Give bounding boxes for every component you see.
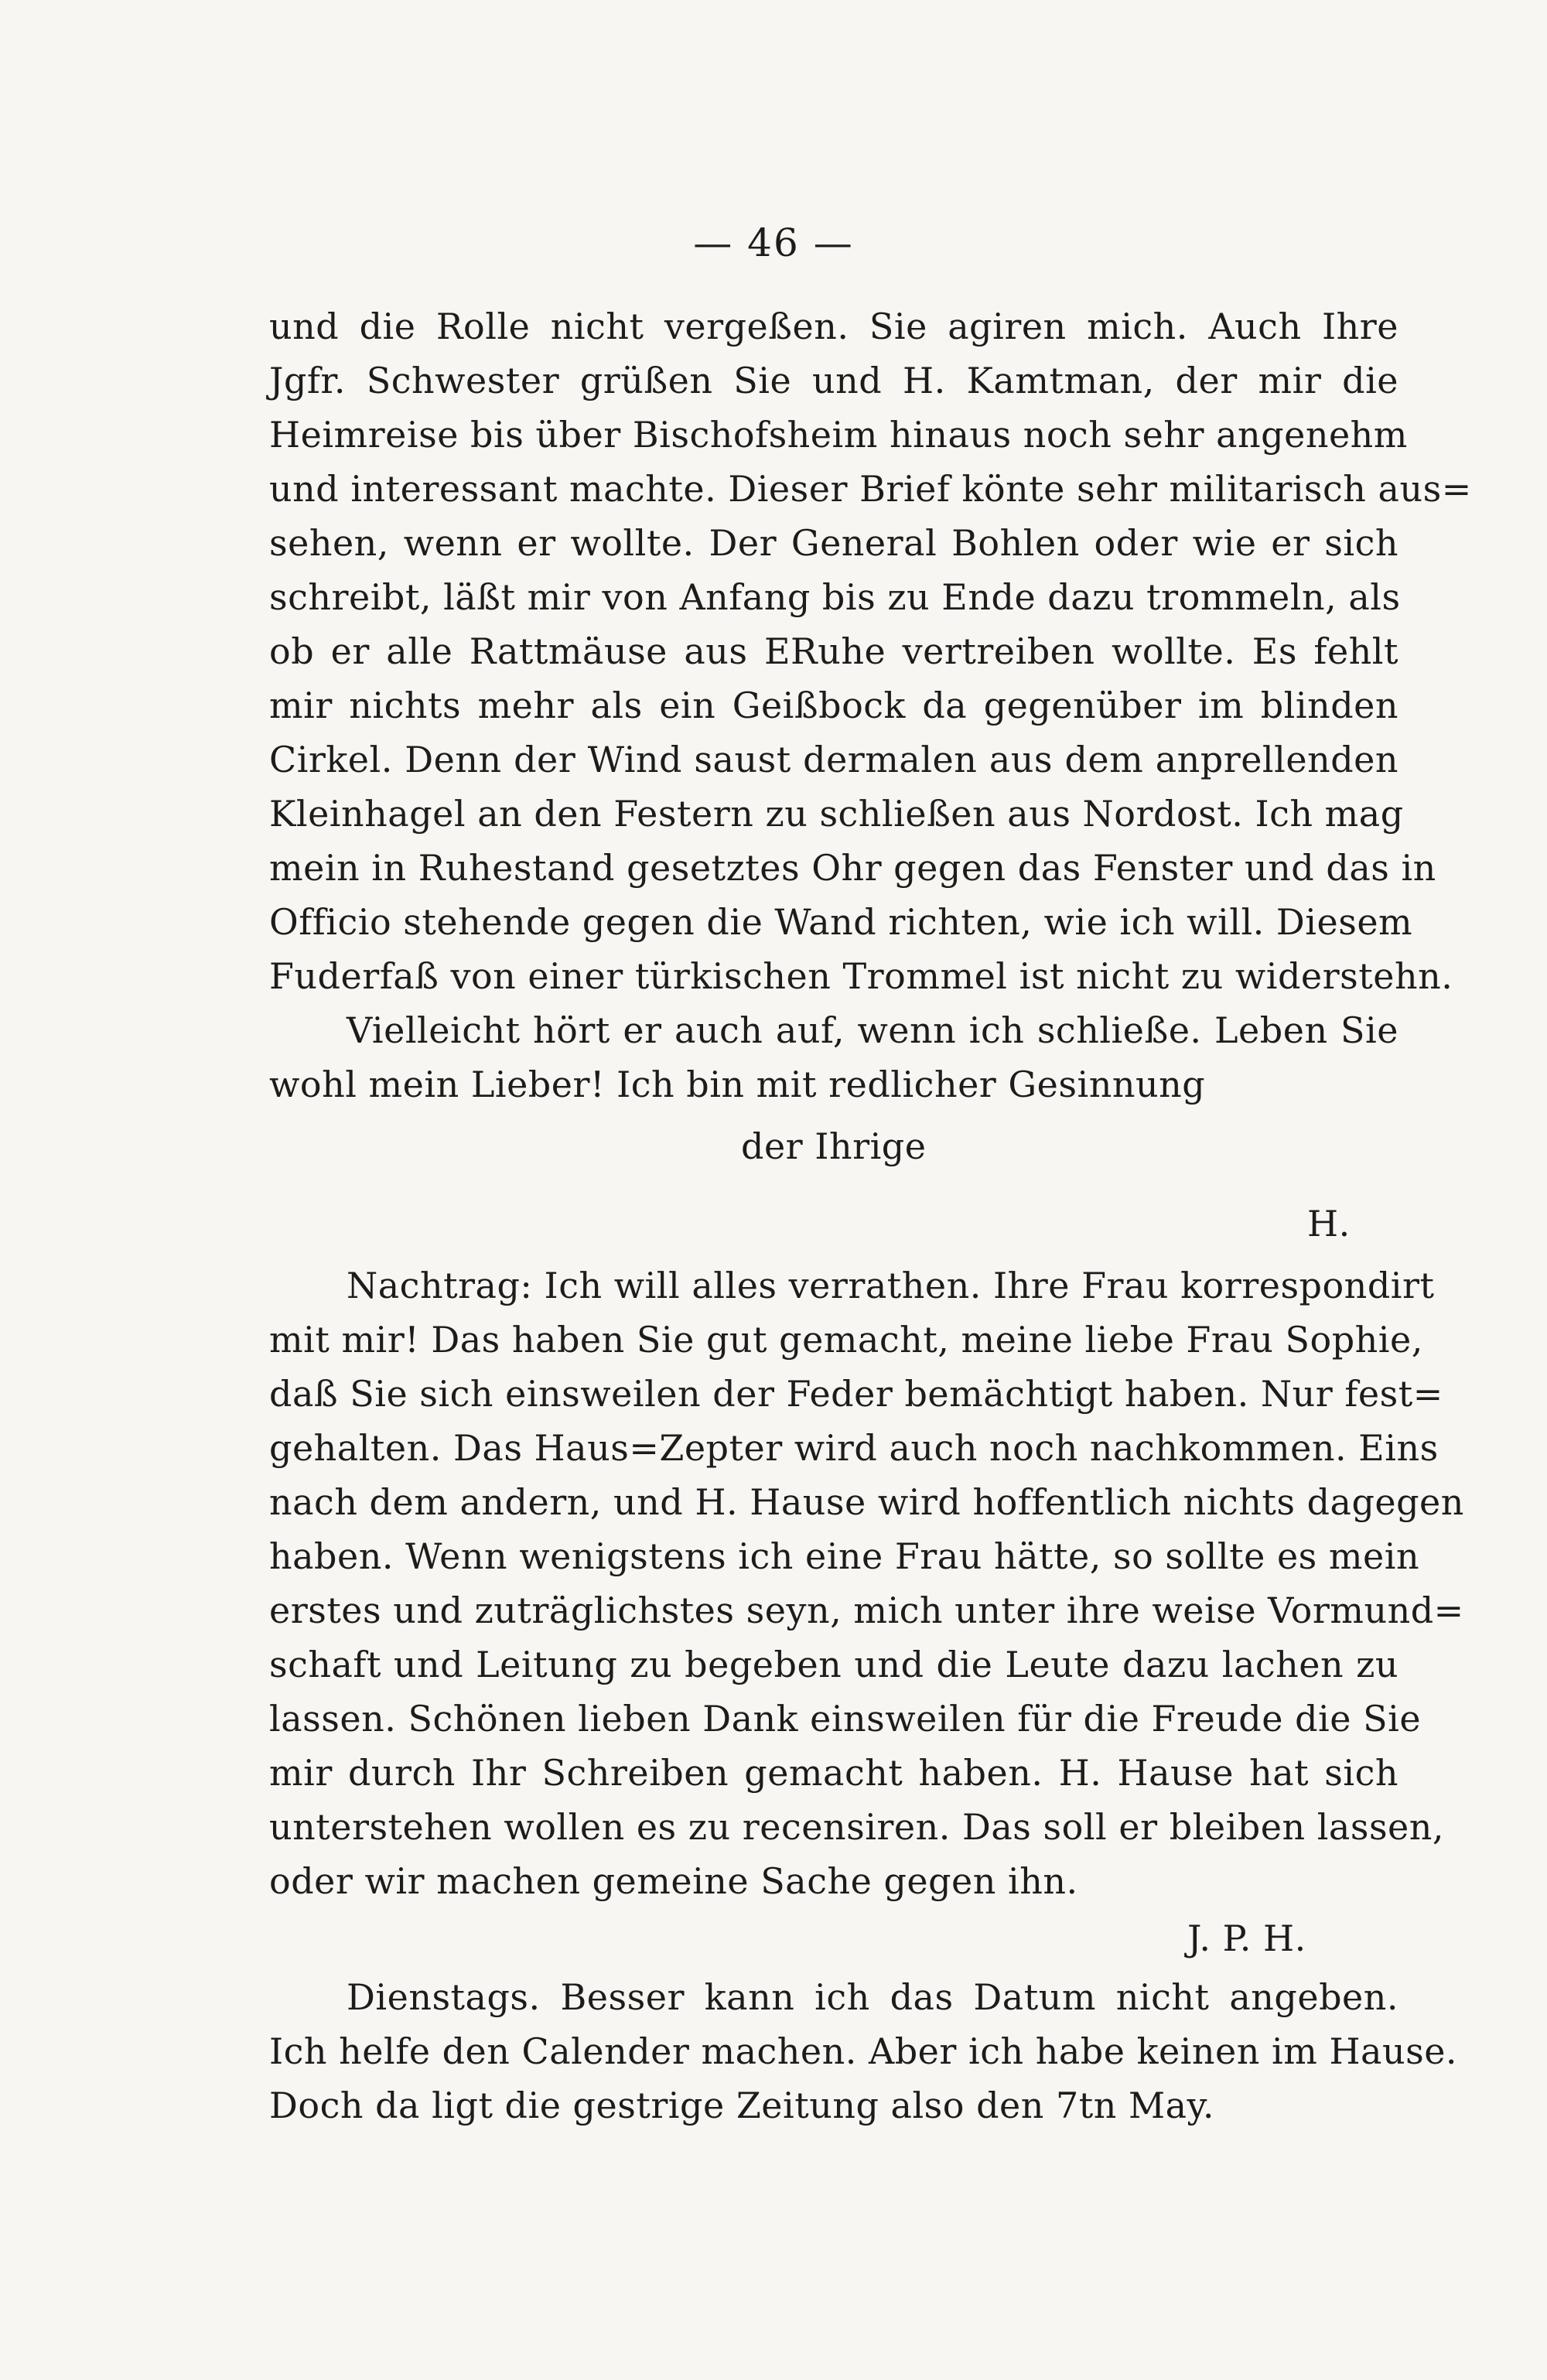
text-line: Ich helfe den Calender machen. Aber ich habe keinen im Hause. <box>269 2030 1458 2072</box>
text-line: oder wir machen gemeine Sache gegen ihn. <box>269 1860 1078 1902</box>
text-line: Heimreise bis über Bischofsheim hinaus noch sehr angenehm <box>269 414 1408 456</box>
text-line: Doch da ligt die gestrige Zeitung also den 7tn May. <box>269 2085 1215 2126</box>
text-line: erstes und zuträglichstes seyn, mich unter ihre weise Vormund= <box>269 1590 1464 1631</box>
text-line: sehen, wenn er wollte. Der General Bohlen oder wie er sich <box>269 522 1398 564</box>
page-number: — 46 — <box>693 220 854 265</box>
text-line: Officio stehende gegen die Wand richten, wie ich will. Diesem <box>269 901 1413 943</box>
text-line: Kleinhagel an den Festern zu schließen aus Nordost. Ich mag <box>269 793 1404 835</box>
text-line: lassen. Schönen lieben Dank einsweilen für die Freude die Sie <box>269 1698 1422 1740</box>
signature: H. <box>1307 1203 1351 1245</box>
text-line: mir durch Ihr Schreiben gemacht haben. H. Hause hat sich <box>269 1752 1398 1794</box>
text-line: Jgfr. Schwester grüßen Sie und H. Kamtman, der mir die <box>269 360 1398 401</box>
text-line: Cirkel. Denn der Wind saust dermalen aus dem anprellenden <box>269 739 1398 780</box>
text-line: gehalten. Das Haus=Zepter wird auch noch nachkommen. Eins <box>269 1427 1439 1469</box>
text-line: ob er alle Rattmäuse aus ERuhe vertreiben wollte. Es fehlt <box>269 630 1398 672</box>
text-line: und die Rolle nicht vergeßen. Sie agiren mich. Auch Ihre <box>269 306 1398 347</box>
text-line: wohl mein Lieber! Ich bin mit redlicher Gesinnung <box>269 1064 1206 1105</box>
text-line: nach dem andern, und H. Hause wird hoffentlich nichts dagegen <box>269 1481 1464 1523</box>
text-line: mir nichts mehr als ein Geißbock da gegenüber im blinden <box>269 685 1398 726</box>
text-line: Dienstags. Besser kann ich das Datum nicht angeben. <box>347 1976 1398 2018</box>
text-line: haben. Wenn wenigstens ich eine Frau hätte, so sollte es mein <box>269 1535 1420 1577</box>
closing-line: der Ihrige <box>741 1125 927 1167</box>
text-line: Nachtrag: Ich will alles verrathen. Ihre Frau korrespondirt <box>347 1265 1435 1306</box>
text-line: und interessant machte. Dieser Brief könte sehr militarisch aus= <box>269 468 1472 510</box>
text-line: schaft und Leitung zu begeben und die Leute dazu lachen zu <box>269 1644 1398 1685</box>
text-line: Vielleicht hört er auch auf, wenn ich schließe. Leben Sie <box>347 1009 1398 1051</box>
text-line: daß Sie sich einsweilen der Feder bemächtigt haben. Nur fest= <box>269 1373 1443 1415</box>
text-line: mit mir! Das haben Sie gut gemacht, meine liebe Frau Sophie, <box>269 1319 1423 1361</box>
signature: J. P. H. <box>1187 1917 1306 1959</box>
text-line: mein in Ruhestand gesetztes Ohr gegen das Fenster und das in <box>269 847 1436 889</box>
text-line: schreibt, läßt mir von Anfang bis zu Ende dazu trommeln, als <box>269 576 1401 618</box>
text-line: unterstehen wollen es zu recensiren. Das soll er bleiben lassen, <box>269 1806 1445 1848</box>
text-line: Fuderfaß von einer türkischen Trommel ist nicht zu widerstehn. <box>269 955 1453 997</box>
